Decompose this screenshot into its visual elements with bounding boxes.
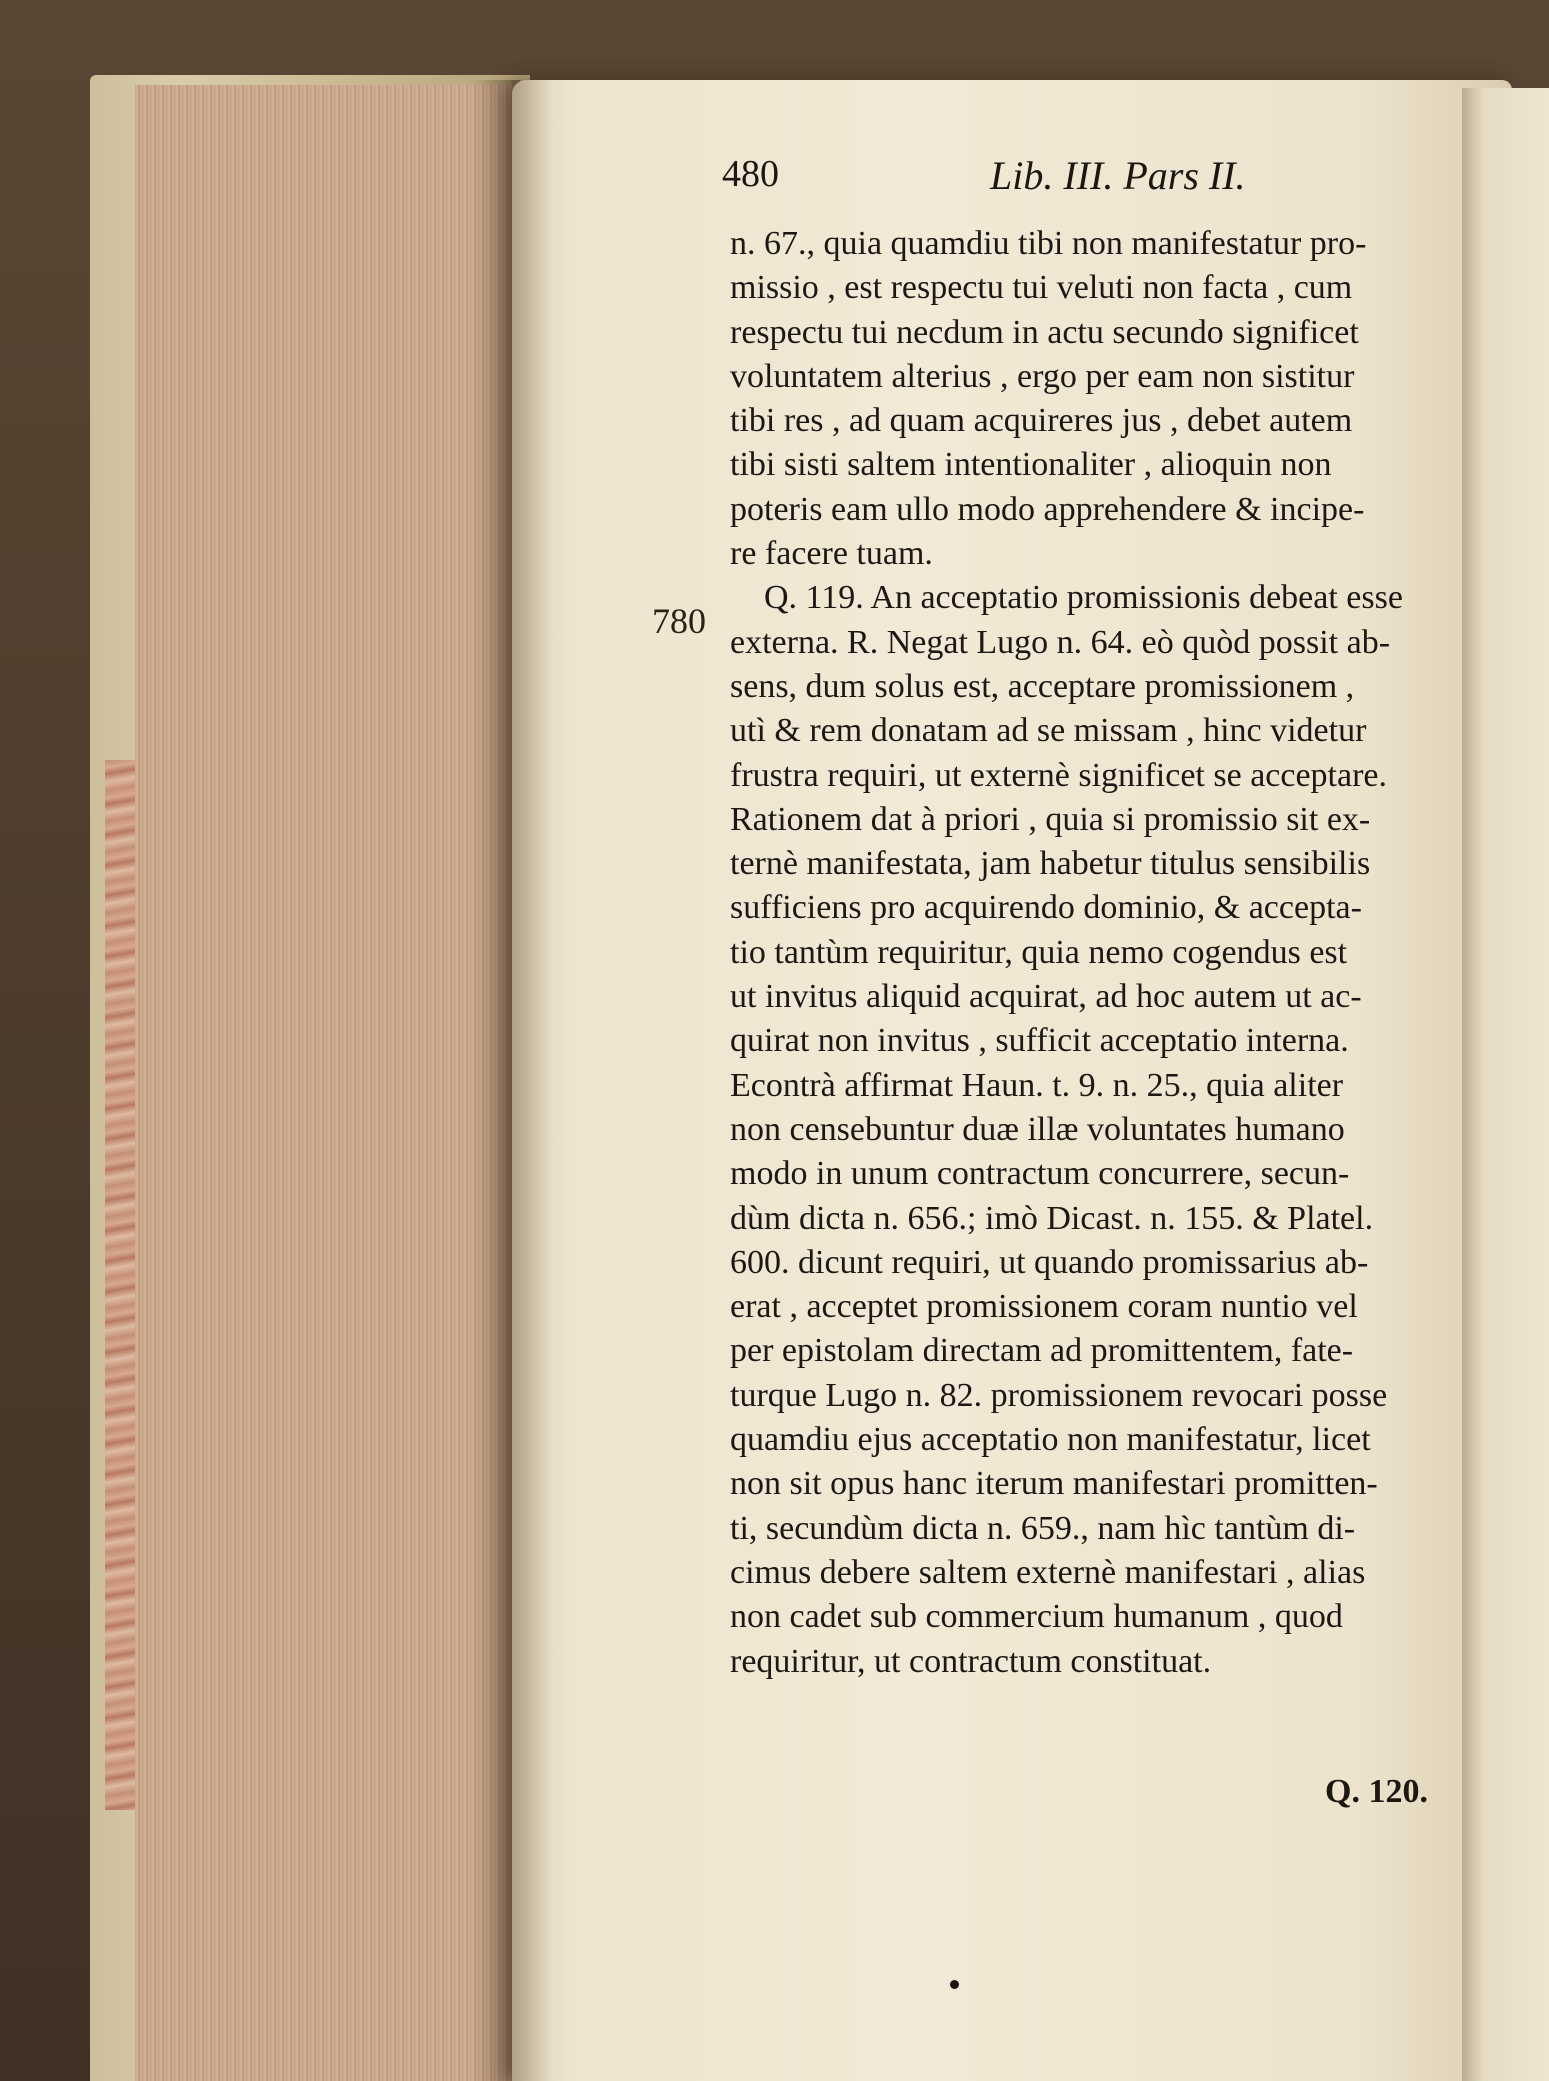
marbled-edge: [105, 760, 135, 1810]
text-line: missio , est respectu tui veluti non facta , cum: [730, 269, 1353, 307]
text-line: quirat non invitus , sufficit acceptatio interna.: [730, 1022, 1349, 1060]
gutter-shadow: [512, 80, 552, 2081]
marginal-number: 780: [652, 601, 706, 641]
ink-dot: [950, 1980, 959, 1989]
running-title: Lib. III. Pars II.: [990, 153, 1246, 198]
text-line: ut invitus aliquid acquirat, ad hoc autem ut ac-: [730, 978, 1362, 1016]
text-line: re facere tuam.: [730, 535, 933, 573]
body-text: [730, 222, 1460, 1684]
page-number: 480: [722, 153, 779, 195]
text-line: non cadet sub commercium humanum , quod: [730, 1598, 1343, 1636]
next-page-edge: [1462, 88, 1549, 2081]
text-line: Q. 119. An acceptatio promissionis debeat esse: [764, 579, 1403, 617]
text-line: ti, secundùm dicta n. 659., nam hìc tantùm di-: [730, 1509, 1356, 1547]
text-line: dùm dicta n. 656.; imò Dicast. n. 155. & Platel.: [730, 1199, 1374, 1237]
running-header: [0, 152, 1549, 202]
text-line: sufficiens pro acquirendo dominio, & accepta-: [730, 889, 1362, 927]
text-line: sens, dum solus est, acceptare promissionem ,: [730, 667, 1355, 705]
text-line: externa. R. Negat Lugo n. 64. eò quòd possit ab-: [730, 623, 1391, 661]
text-line: poteris eam ullo modo apprehendere & incipe-: [730, 490, 1365, 528]
text-line: ternè manifestata, jam habetur titulus sensibilis: [730, 845, 1371, 883]
text-line: tibi res , ad quam acquireres jus , debet autem: [730, 402, 1353, 440]
text-line: tio tantùm requiritur, quia nemo cogendus est: [730, 933, 1348, 971]
catchword: Q. 120.: [1325, 1773, 1428, 1810]
text-line: cimus debere saltem externè manifestari , alias: [730, 1553, 1366, 1591]
text-line: non censebuntur duæ illæ voluntates humano: [730, 1110, 1345, 1148]
text-line: frustra requiri, ut externè significet se acceptare.: [730, 756, 1388, 794]
text-line: voluntatem alterius , ergo per eam non sistitur: [730, 357, 1355, 395]
text-line: non sit opus hanc iterum manifestari promitten-: [730, 1465, 1378, 1503]
page-block-edges: [135, 85, 515, 2081]
text-line: turque Lugo n. 82. promissionem revocari posse: [730, 1376, 1388, 1414]
text-line: tibi sisti saltem intentionaliter , alioquin non: [730, 446, 1332, 484]
text-line: n. 67., quia quamdiu tibi non manifestatur pro-: [730, 225, 1367, 262]
text-line: modo in unum contractum concurrere, secun-: [730, 1155, 1350, 1193]
text-line: 600. dicunt requiri, ut quando promissarius ab-: [730, 1243, 1369, 1281]
text-line: per epistolam directam ad promittentem, fate-: [730, 1332, 1354, 1370]
text-line: requiritur, ut contractum constituat.: [730, 1642, 1212, 1680]
text-line: Econtrà affirmat Haun. t. 9. n. 25., quia aliter: [730, 1066, 1344, 1104]
text-line: utì & rem donatam ad se missam , hinc videtur: [730, 712, 1367, 750]
text-line: erat , acceptet promissionem coram nuntio vel: [730, 1288, 1358, 1326]
text-line: respectu tui necdum in actu secundo significet: [730, 313, 1359, 351]
text-line: quamdiu ejus acceptatio non manifestatur, licet: [730, 1421, 1371, 1459]
text-line: Rationem dat à priori , quia si promissio sit ex-: [730, 800, 1371, 838]
